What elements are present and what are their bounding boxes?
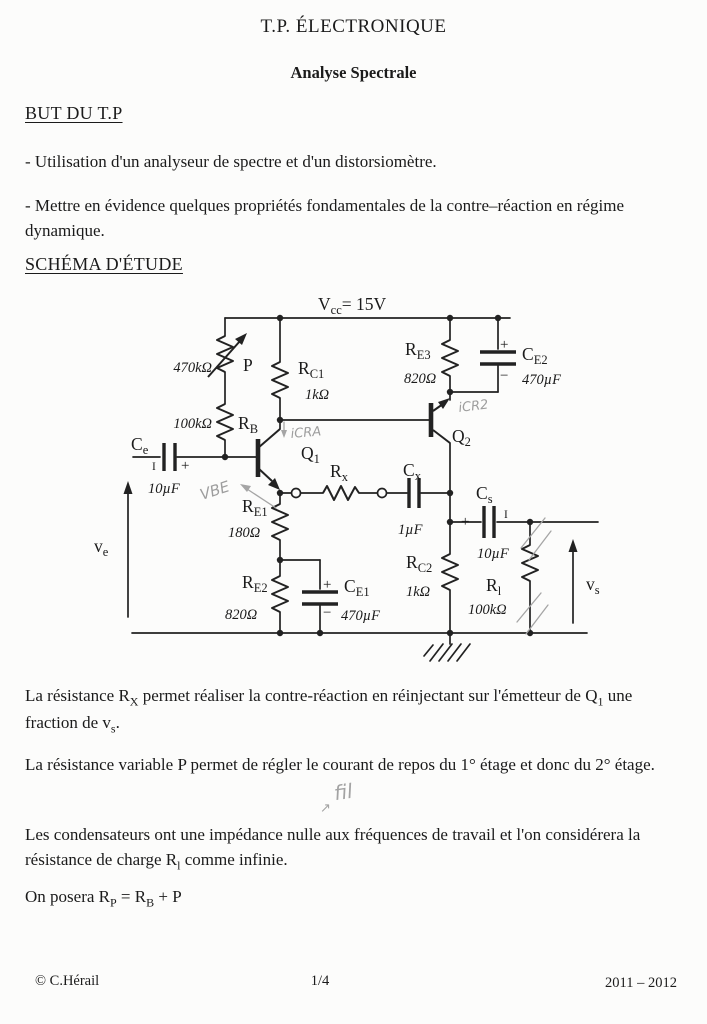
transistor-q2 [431,398,471,449]
junction-dots [222,315,533,636]
svg-text:−: − [500,368,509,384]
footer-page-number: 1/4 [310,973,330,989]
handwritten-vbe-annotation [198,477,276,508]
svg-text:820Ω: 820Ω [225,607,258,623]
svg-text:iCR2: iCR2 [457,397,490,416]
capacitor-ce1 [302,576,380,624]
svg-text:iCRA: iCRA [290,424,322,442]
handwritten-icra-annotation [281,422,322,442]
svg-text:470µF: 470µF [341,608,380,624]
pencil-hatch-marks [517,518,551,634]
svg-text:Rl: $R_l$ [486,575,502,598]
svg-text:RE3: $R_{E3}$ [405,339,431,362]
svg-text:1µF: 1µF [398,522,423,538]
svg-text:ve: $v_e$ [94,536,109,559]
svg-text:vs: $v_s$ [586,574,600,597]
svg-text:Cx: $C_x$ [403,460,421,483]
resistor-rx [292,461,387,500]
resistor-re2 [225,572,288,623]
handwritten-fil-arrow: ↗ [320,801,331,816]
handwritten-icr2-annotation [458,397,490,416]
paragraph-condensateurs: Les condensateurs ont une impédance nulle aux fréquences de travail et l'on considérera la résistance de charge $R_l$ comme infinie. [25,825,641,873]
svg-text:10µF: 10µF [148,481,180,497]
svg-text:1kΩ: 1kΩ [305,387,330,403]
svg-text:+: + [461,514,470,530]
svg-text:Cs: $C_s$ [476,483,493,506]
svg-text:RE2: $R_{E2}$ [242,572,268,595]
svg-text:I: I [152,461,156,473]
section-heading-but: BUT DU T.P [25,103,123,123]
potentiometer-p [173,333,253,377]
svg-text:CE1: $C_{E1}$ [344,576,370,599]
ve-arrow [94,481,133,617]
svg-text:10µF: 10µF [477,546,509,562]
handwritten-fil-annotation: fil [332,778,355,806]
svg-text:−: − [323,605,332,621]
resistor-re3 [404,339,458,387]
transistor-q1 [258,429,320,490]
bullet-mettre-en-evidence: - Mettre en évidence quelques propriétés fondamentales de la contre–réaction en régime dynamique. [25,196,624,240]
svg-text:+: + [323,577,332,593]
section-heading-schema: SCHÉMA D'ÉTUDE [25,254,183,274]
capacitor-cs [461,483,509,562]
svg-text:470µF: 470µF [522,372,561,388]
svg-text:100kΩ: 100kΩ [173,416,212,432]
bullet-utilisation: - Utilisation d'un analyseur de spectre et d'un distorsiomètre. [25,152,437,171]
svg-text:Q1: $Q_1$ [301,443,320,466]
footer-author: © C.Hérail [35,973,100,989]
document-title: T.P. ÉLECTRONIQUE [260,16,447,37]
footer-year: 2011 – 2012 [605,975,677,991]
svg-text:Ce: $C_e$ [131,434,149,457]
svg-text:1kΩ: 1kΩ [406,584,431,600]
resistor-rb [173,404,258,440]
ground-symbol [424,644,470,661]
svg-text:RC2: $R_{C2}$ [406,552,433,575]
svg-text:I: I [504,509,508,521]
svg-text:Rx: $R_x$ [330,461,348,484]
resistor-rl [468,518,551,634]
capacitor-ce2 [480,337,561,388]
svg-text:RB: $R_B$ [238,413,259,436]
svg-text:Q2: $Q_2$ [452,426,471,449]
paragraph-potentiometer: La résistance variable P permet de régler le courant de repos du 1° étage et donc du 2° étage. [25,755,655,774]
svg-text:P: P [243,355,253,375]
svg-text:RE1: $R_{E1}$ [242,496,268,519]
svg-text:CE2: $C_{E2}$ [522,344,548,367]
svg-text:100kΩ: 100kΩ [468,602,507,618]
vcc-supply-label: $V_{cc}= 15V$ [318,294,387,317]
vs-arrow [569,539,600,623]
resistor-rc1 [272,358,329,403]
svg-text:RC1: $R_{C1}$ [298,358,325,381]
svg-text:VBE: VBE [197,477,232,504]
capacitor-cx [398,460,423,538]
svg-text:820Ω: 820Ω [404,371,437,387]
resistor-re1 [228,496,288,541]
wires [132,318,598,644]
svg-text:+: + [181,458,190,474]
paragraph-rx-feedback: La résistance $R_X$ permet réaliser la contre-réaction en réinjectant sur l'émetteur de $Q_1$ une fraction de $v_s$. [25,686,633,736]
svg-text:+: + [500,337,509,353]
resistor-rc2 [406,552,458,600]
paragraph-rp-equation: On posera $R_P = R_B + P$ [25,887,182,910]
document-subtitle: Analyse Spectrale [290,63,417,82]
svg-text:180Ω: 180Ω [228,525,261,541]
capacitor-ce [131,434,189,497]
svg-text:470kΩ: 470kΩ [173,360,212,376]
